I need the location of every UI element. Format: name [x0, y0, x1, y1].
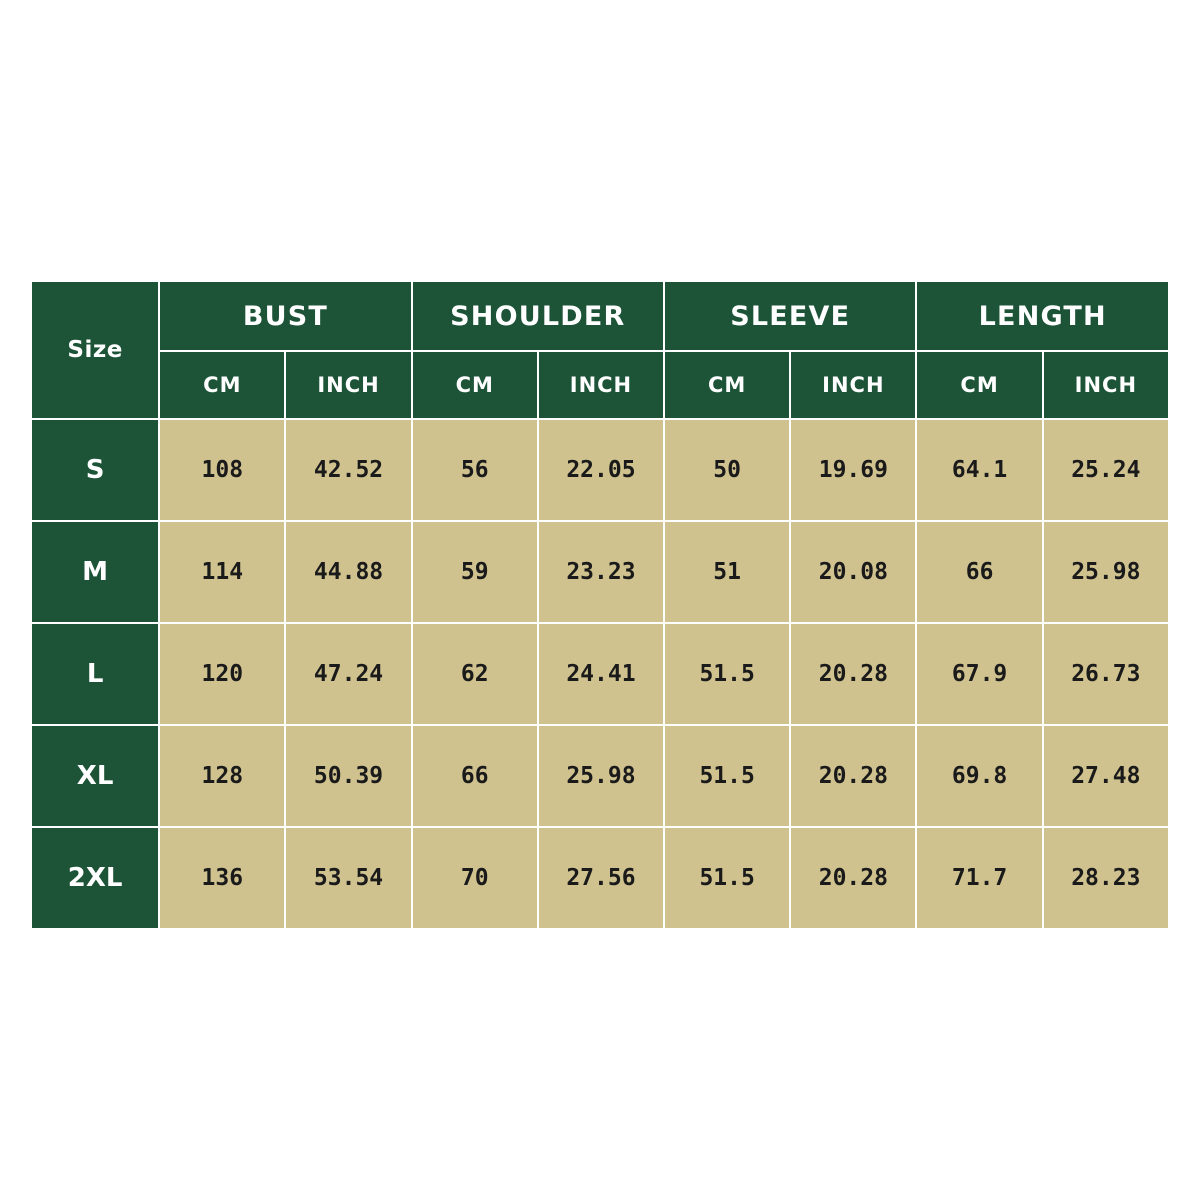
cell-length-inch: 25.98 — [1043, 521, 1169, 623]
cell-sleeve-cm: 51.5 — [664, 827, 790, 929]
header-group-bust: BUST — [159, 281, 411, 351]
cell-bust-cm: 136 — [159, 827, 285, 929]
cell-bust-cm: 120 — [159, 623, 285, 725]
header-size: Size — [31, 281, 159, 419]
cell-bust-inch: 42.52 — [285, 419, 411, 521]
cell-shoulder-cm: 70 — [412, 827, 538, 929]
cell-length-cm: 67.9 — [916, 623, 1042, 725]
cell-sleeve-cm: 51.5 — [664, 623, 790, 725]
cell-shoulder-cm: 59 — [412, 521, 538, 623]
cell-shoulder-cm: 66 — [412, 725, 538, 827]
header-unit-shoulder-inch: INCH — [538, 351, 664, 419]
cell-shoulder-inch: 25.98 — [538, 725, 664, 827]
table-row — [31, 725, 1169, 827]
table-head — [31, 281, 1169, 419]
cell-length-cm: 66 — [916, 521, 1042, 623]
cell-length-inch: 27.48 — [1043, 725, 1169, 827]
header-unit-length-inch: INCH — [1043, 351, 1169, 419]
cell-sleeve-inch: 19.69 — [790, 419, 916, 521]
cell-bust-inch: 47.24 — [285, 623, 411, 725]
cell-length-cm: 71.7 — [916, 827, 1042, 929]
cell-sleeve-cm: 51 — [664, 521, 790, 623]
row-size-label: S — [31, 419, 159, 521]
header-row-groups — [31, 281, 1169, 351]
table-row — [31, 419, 1169, 521]
size-chart — [30, 280, 1170, 930]
cell-length-inch: 26.73 — [1043, 623, 1169, 725]
cell-length-inch: 25.24 — [1043, 419, 1169, 521]
cell-shoulder-inch: 27.56 — [538, 827, 664, 929]
cell-bust-cm: 108 — [159, 419, 285, 521]
cell-bust-cm: 128 — [159, 725, 285, 827]
cell-shoulder-cm: 56 — [412, 419, 538, 521]
header-unit-sleeve-inch: INCH — [790, 351, 916, 419]
cell-shoulder-cm: 62 — [412, 623, 538, 725]
header-row-units — [31, 351, 1169, 419]
cell-bust-inch: 44.88 — [285, 521, 411, 623]
row-size-label: M — [31, 521, 159, 623]
cell-shoulder-inch: 24.41 — [538, 623, 664, 725]
table-row — [31, 623, 1169, 725]
header-unit-bust-cm: CM — [159, 351, 285, 419]
header-group-sleeve: SLEEVE — [664, 281, 916, 351]
cell-sleeve-inch: 20.28 — [790, 623, 916, 725]
row-size-label: XL — [31, 725, 159, 827]
table-row — [31, 827, 1169, 929]
cell-length-inch: 28.23 — [1043, 827, 1169, 929]
cell-sleeve-inch: 20.08 — [790, 521, 916, 623]
cell-length-cm: 64.1 — [916, 419, 1042, 521]
cell-shoulder-inch: 23.23 — [538, 521, 664, 623]
cell-bust-cm: 114 — [159, 521, 285, 623]
row-size-label: 2XL — [31, 827, 159, 929]
cell-bust-inch: 50.39 — [285, 725, 411, 827]
cell-sleeve-inch: 20.28 — [790, 827, 916, 929]
header-unit-bust-inch: INCH — [285, 351, 411, 419]
cell-length-cm: 69.8 — [916, 725, 1042, 827]
cell-sleeve-cm: 51.5 — [664, 725, 790, 827]
header-group-shoulder: SHOULDER — [412, 281, 664, 351]
header-unit-shoulder-cm: CM — [412, 351, 538, 419]
row-size-label: L — [31, 623, 159, 725]
header-unit-sleeve-cm: CM — [664, 351, 790, 419]
header-group-length: LENGTH — [916, 281, 1169, 351]
cell-sleeve-cm: 50 — [664, 419, 790, 521]
table-row — [31, 521, 1169, 623]
cell-bust-inch: 53.54 — [285, 827, 411, 929]
table-body — [31, 419, 1169, 929]
size-chart-table — [30, 280, 1170, 930]
cell-sleeve-inch: 20.28 — [790, 725, 916, 827]
cell-shoulder-inch: 22.05 — [538, 419, 664, 521]
header-unit-length-cm: CM — [916, 351, 1042, 419]
